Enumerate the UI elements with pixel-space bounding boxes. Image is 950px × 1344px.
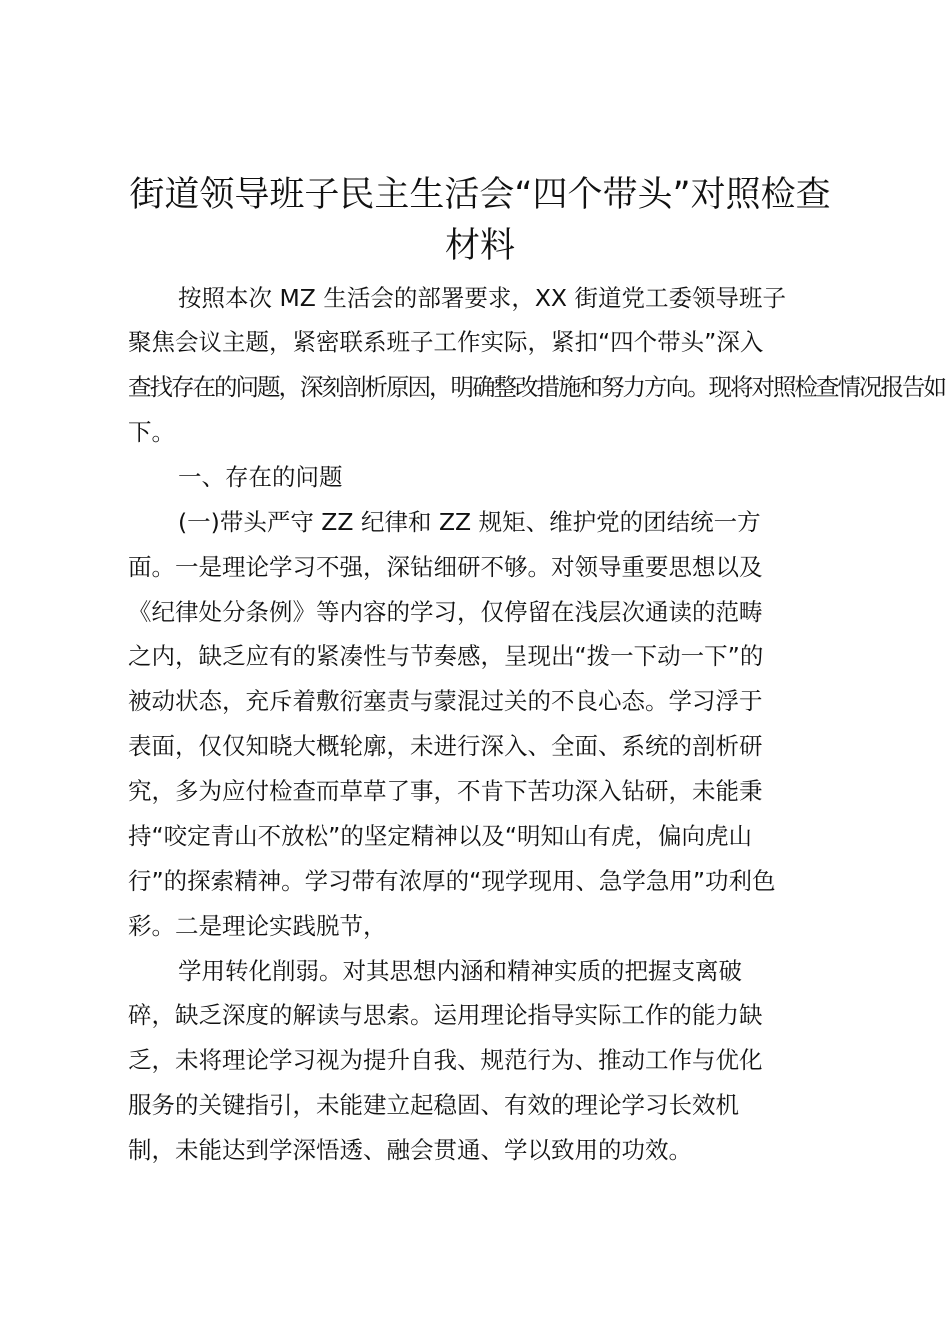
paragraph-line: 查找存在的问题，深刻剖析原因，明确整改措施和努力方向。现将对照检查情况报告如 bbox=[128, 373, 945, 401]
document-title-line-1: 街道领导班子民主生活会“四个带头”对照检查 bbox=[129, 175, 831, 215]
paragraph-line: 表面，仅仅知晓大概轮廓，未进行深入、全面、系统的剖析研 bbox=[128, 732, 763, 760]
paragraph-line: 彩。二是理论实践脱节， bbox=[128, 912, 387, 940]
paragraph-line: 按照本次 MZ 生活会的部署要求，XX 街道党工委领导班子 bbox=[178, 284, 786, 312]
paragraph-line: 服务的关键指引，未能建立起稳固、有效的理论学习长效机 bbox=[128, 1091, 739, 1119]
paragraph-line: 《纪律处分条例》等内容的学习，仅停留在浅层次通读的范畴 bbox=[128, 598, 763, 626]
paragraph-line: (一)带头严守 ZZ 纪律和 ZZ 规矩、维护党的团结统一方 bbox=[178, 508, 761, 536]
section-heading: 一、存在的问题 bbox=[178, 463, 343, 491]
paragraph-line: 被动状态，充斥着敷衍塞责与蒙混过关的不良心态。学习浮于 bbox=[128, 687, 763, 715]
paragraph-line: 下。 bbox=[128, 418, 175, 446]
paragraph-line: 学用转化削弱。对其思想内涵和精神实质的把握支离破 bbox=[178, 957, 742, 985]
paragraph-line: 究，多为应付检查而草草了事，不肯下苦功深入钻研，未能秉 bbox=[128, 777, 763, 805]
paragraph-line: 碎，缺乏深度的解读与思索。运用理论指导实际工作的能力缺 bbox=[128, 1001, 763, 1029]
paragraph-line: 制，未能达到学深悟透、融会贯通、学以致用的功效。 bbox=[128, 1136, 692, 1164]
document-title-line-2: 材料 bbox=[444, 226, 515, 266]
paragraph-line: 之内，缺乏应有的紧凑性与节奏感，呈现出“拨一下动一下”的 bbox=[128, 642, 764, 670]
paragraph-line: 面。一是理论学习不强，深钻细研不够。对领导重要思想以及 bbox=[128, 553, 763, 581]
paragraph-line: 行”的探索精神。学习带有浓厚的“现学现用、急学急用”功利色 bbox=[128, 867, 776, 895]
paragraph-line: 持“咬定青山不放松”的坚定精神以及“明知山有虎，偏向虎山 bbox=[128, 822, 753, 850]
paragraph-line: 乏，未将理论学习视为提升自我、规范行为、推动工作与优化 bbox=[128, 1046, 763, 1074]
paragraph-line: 聚焦会议主题，紧密联系班子工作实际，紧扣“四个带头”深入 bbox=[128, 328, 764, 356]
